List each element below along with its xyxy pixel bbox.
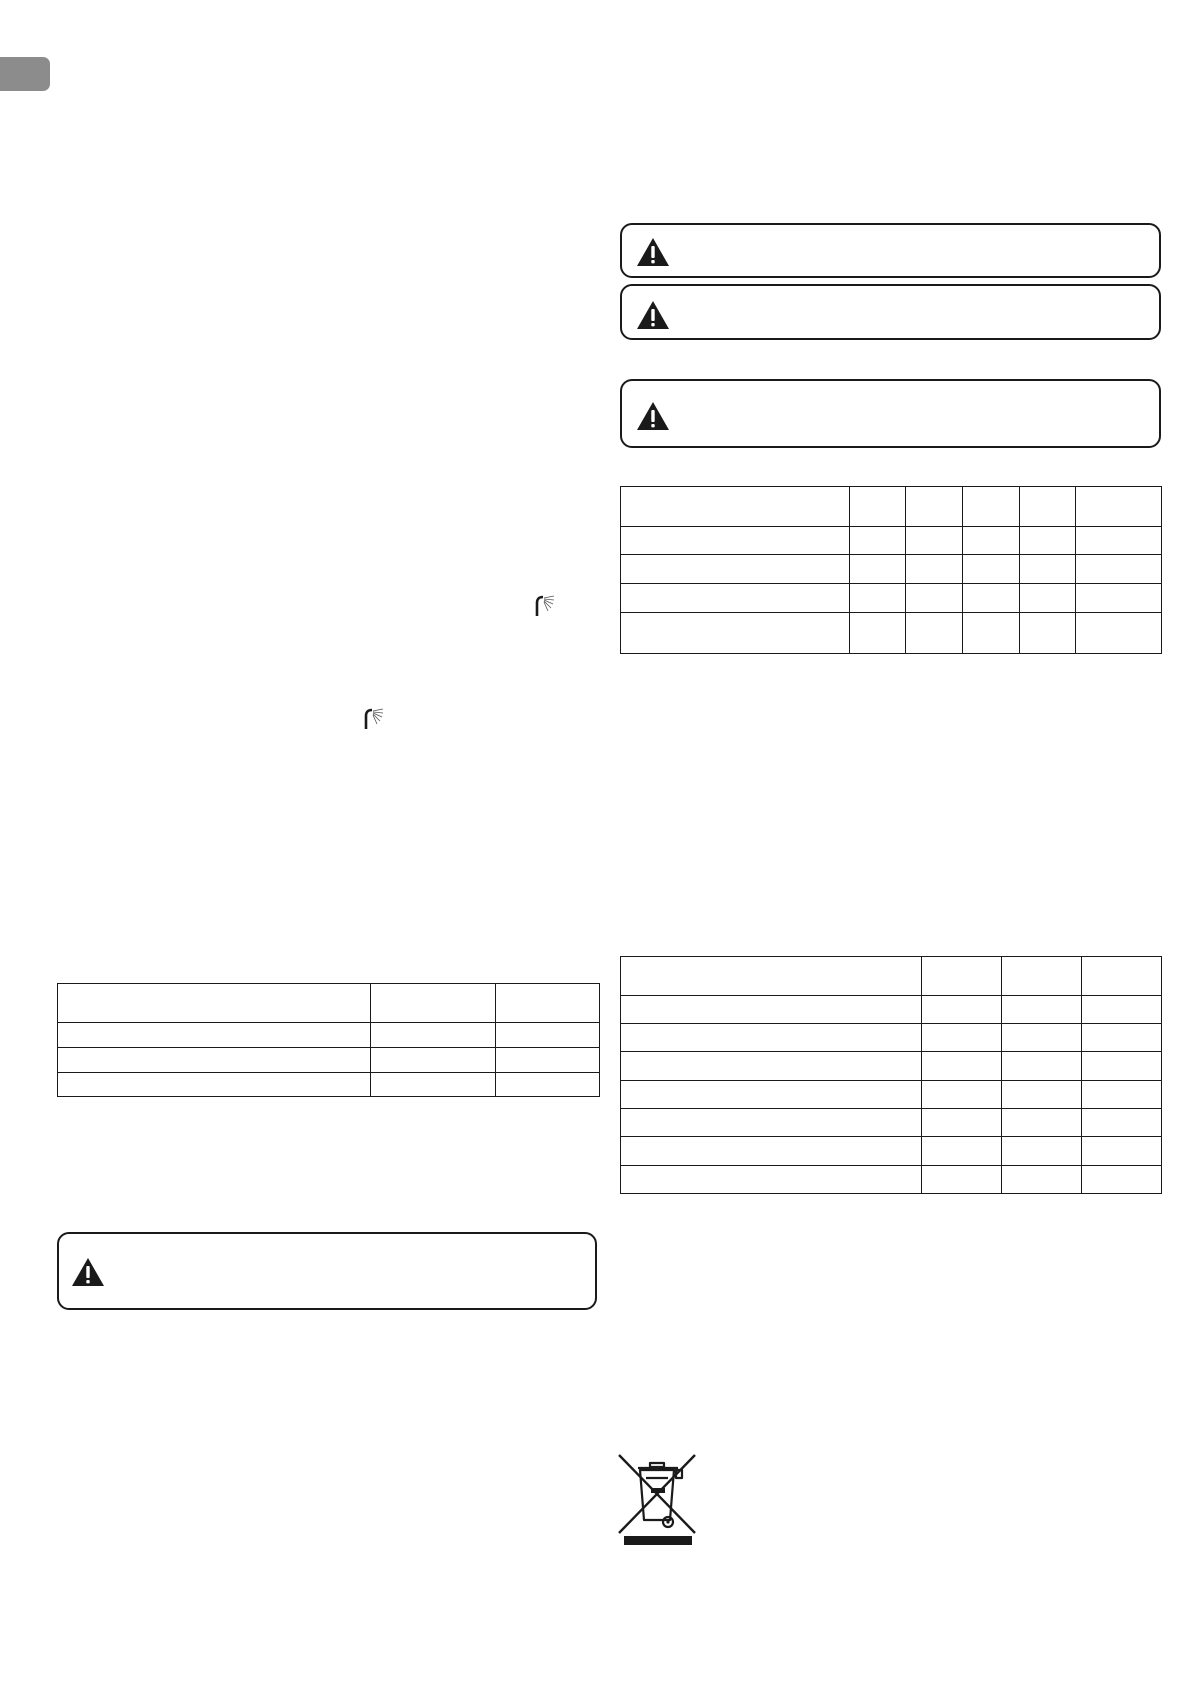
table-cell bbox=[1002, 1109, 1082, 1137]
specifications-table bbox=[620, 486, 1162, 654]
table-cell bbox=[1082, 1109, 1162, 1137]
table-cell bbox=[621, 1109, 922, 1137]
warning-triangle-icon bbox=[636, 401, 670, 431]
table-cell bbox=[1076, 555, 1162, 584]
data-table bbox=[620, 956, 1162, 1194]
table-cell bbox=[1020, 584, 1076, 613]
table-cell bbox=[496, 984, 600, 1023]
table-row bbox=[621, 1081, 1162, 1109]
warning-triangle-icon bbox=[636, 237, 670, 267]
table-cell bbox=[906, 527, 963, 555]
table-cell bbox=[1020, 527, 1076, 555]
table-cell bbox=[850, 613, 906, 654]
table-row bbox=[58, 1023, 600, 1048]
table-cell bbox=[621, 584, 850, 613]
warning-triangle-icon bbox=[71, 1257, 105, 1287]
warning-box bbox=[57, 1232, 597, 1310]
table-cell bbox=[850, 527, 906, 555]
table-cell bbox=[1082, 957, 1162, 996]
spray-nozzle-icon bbox=[532, 594, 556, 618]
table-cell bbox=[496, 1073, 600, 1097]
crossed-out-wheelie-bin-icon bbox=[616, 1452, 698, 1546]
warning-triangle-icon bbox=[636, 300, 670, 330]
table-cell bbox=[621, 527, 850, 555]
table-cell bbox=[1002, 996, 1082, 1024]
table-cell bbox=[58, 1048, 371, 1073]
table-cell bbox=[922, 1024, 1002, 1052]
table-cell bbox=[1082, 1081, 1162, 1109]
table-cell bbox=[922, 1109, 1002, 1137]
table-cell bbox=[621, 487, 850, 527]
table-cell bbox=[922, 1166, 1002, 1194]
table-cell bbox=[906, 487, 963, 527]
table-cell bbox=[621, 555, 850, 584]
table-cell bbox=[963, 527, 1020, 555]
table-cell bbox=[1082, 1166, 1162, 1194]
table-cell bbox=[496, 1023, 600, 1048]
warning-text bbox=[682, 286, 1147, 338]
language-tab bbox=[0, 57, 50, 91]
table-cell bbox=[371, 984, 496, 1023]
table-row bbox=[621, 1109, 1162, 1137]
table-cell bbox=[922, 957, 1002, 996]
table-cell bbox=[1002, 957, 1082, 996]
table-cell bbox=[922, 996, 1002, 1024]
data-table bbox=[57, 983, 600, 1097]
table-cell bbox=[963, 613, 1020, 654]
table-row bbox=[621, 613, 1162, 654]
spray-nozzle-icon bbox=[361, 707, 385, 731]
table-cell bbox=[1002, 1166, 1082, 1194]
table-cell bbox=[850, 584, 906, 613]
table-row bbox=[621, 1137, 1162, 1166]
table-cell bbox=[906, 555, 963, 584]
table-cell bbox=[621, 957, 922, 996]
table-cell bbox=[1002, 1024, 1082, 1052]
table-cell bbox=[1002, 1137, 1082, 1166]
table-cell bbox=[1020, 613, 1076, 654]
warning-box bbox=[620, 223, 1161, 278]
table-cell bbox=[906, 613, 963, 654]
table-cell bbox=[963, 555, 1020, 584]
warning-text bbox=[682, 225, 1147, 276]
table-cell bbox=[371, 1073, 496, 1097]
table-cell bbox=[1082, 1024, 1162, 1052]
warning-text bbox=[119, 1234, 583, 1308]
table-row bbox=[621, 584, 1162, 613]
table-cell bbox=[1076, 487, 1162, 527]
table-cell bbox=[1082, 1137, 1162, 1166]
warning-box bbox=[620, 379, 1161, 448]
table-row bbox=[621, 1166, 1162, 1194]
table-cell bbox=[922, 1052, 1002, 1081]
table-cell bbox=[621, 1052, 922, 1081]
table-cell bbox=[922, 1081, 1002, 1109]
table-cell bbox=[621, 613, 850, 654]
table-cell bbox=[1002, 1052, 1082, 1081]
table-cell bbox=[963, 584, 1020, 613]
table-cell bbox=[1020, 487, 1076, 527]
table-cell bbox=[1082, 996, 1162, 1024]
table-cell bbox=[371, 1048, 496, 1073]
table-cell bbox=[850, 555, 906, 584]
table-row bbox=[621, 1024, 1162, 1052]
table-row bbox=[621, 527, 1162, 555]
table-cell bbox=[963, 487, 1020, 527]
table-cell bbox=[496, 1048, 600, 1073]
table-row bbox=[58, 984, 600, 1023]
table-cell bbox=[906, 584, 963, 613]
table-cell bbox=[1002, 1081, 1082, 1109]
table-row bbox=[621, 996, 1162, 1024]
table-cell bbox=[371, 1023, 496, 1048]
table-cell bbox=[621, 1024, 922, 1052]
table-cell bbox=[1020, 555, 1076, 584]
table-row bbox=[58, 1048, 600, 1073]
table-cell bbox=[58, 984, 371, 1023]
table-cell bbox=[922, 1137, 1002, 1166]
warning-box bbox=[620, 284, 1161, 340]
table-cell bbox=[1076, 527, 1162, 555]
warning-text bbox=[682, 381, 1147, 446]
table-cell bbox=[1076, 613, 1162, 654]
table-cell bbox=[621, 1137, 922, 1166]
table-cell bbox=[58, 1023, 371, 1048]
table-cell bbox=[621, 996, 922, 1024]
table-row bbox=[621, 957, 1162, 996]
table-row bbox=[621, 487, 1162, 527]
table-row bbox=[621, 1052, 1162, 1081]
table-row bbox=[621, 555, 1162, 584]
table-cell bbox=[621, 1081, 922, 1109]
table-cell bbox=[850, 487, 906, 527]
table-cell bbox=[1076, 584, 1162, 613]
table-cell bbox=[621, 1166, 922, 1194]
table-cell bbox=[1082, 1052, 1162, 1081]
table-cell bbox=[58, 1073, 371, 1097]
table-row bbox=[58, 1073, 600, 1097]
